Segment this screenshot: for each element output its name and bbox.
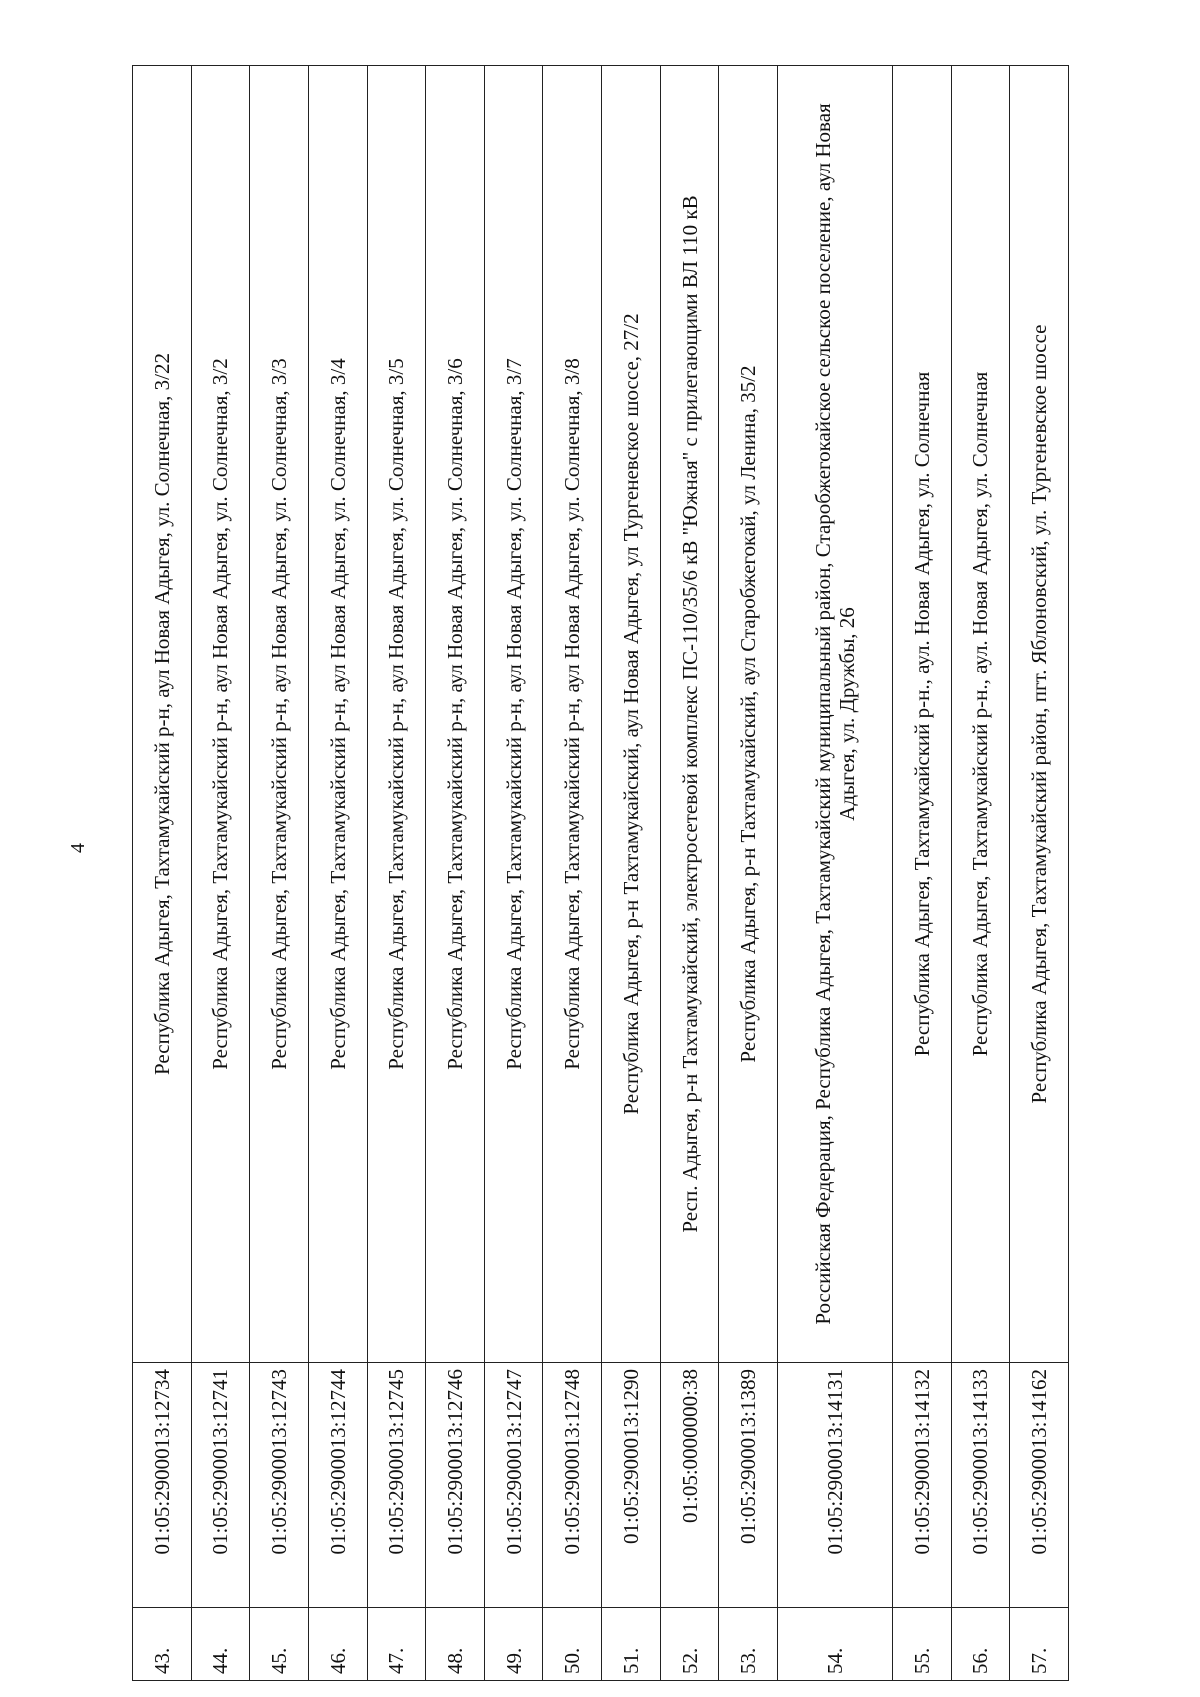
address: Российская Федерация, Республика Адыгея, Тахтамукайский муниципальный район, Старобжегокайское сельское поселение, аул Новая Адыгея, ул. Дружбы, 26 bbox=[778, 66, 893, 1363]
rotated-table-frame bbox=[132, 66, 1069, 1681]
address: Республика Адыгея, Тахтамукайский р-н, аул Новая Адыгея, ул. Солнечная, 3/6 bbox=[426, 66, 485, 1363]
table-row bbox=[719, 66, 778, 1681]
address: Республика Адыгея, Тахтамукайский р-н, аул Новая Адыгея, ул. Солнечная, 3/2 bbox=[191, 66, 250, 1363]
cadastral-number: 01:05:2900013:14132 bbox=[892, 1363, 951, 1608]
row-number: 49. bbox=[484, 1608, 543, 1681]
row-number: 50. bbox=[543, 1608, 602, 1681]
cadastral-number: 01:05:2900013:12745 bbox=[367, 1363, 426, 1608]
row-number: 56. bbox=[951, 1608, 1010, 1681]
cadastral-number: 01:05:2900013:12743 bbox=[250, 1363, 309, 1608]
cadastral-number: 01:05:2900013:1389 bbox=[719, 1363, 778, 1608]
cadastral-number: 01:05:2900013:14133 bbox=[951, 1363, 1010, 1608]
table-row bbox=[892, 66, 951, 1681]
row-number: 43. bbox=[133, 1608, 192, 1681]
row-number: 55. bbox=[892, 1608, 951, 1681]
address: Республика Адыгея, Тахтамукайский р-н., аул. Новая Адыгея, ул. Солнечная bbox=[951, 66, 1010, 1363]
cadastral-table bbox=[132, 65, 1069, 1681]
row-number: 47. bbox=[367, 1608, 426, 1681]
cadastral-number: 01:05:2900013:12748 bbox=[543, 1363, 602, 1608]
row-number: 48. bbox=[426, 1608, 485, 1681]
cadastral-number: 01:05:0000000:38 bbox=[660, 1363, 719, 1608]
table-row bbox=[426, 66, 485, 1681]
cadastral-number: 01:05:2900013:12734 bbox=[133, 1363, 192, 1608]
row-number: 46. bbox=[308, 1608, 367, 1681]
table-row bbox=[543, 66, 602, 1681]
address: Республика Адыгея, Тахтамукайский р-н., аул. Новая Адыгея, ул. Солнечная bbox=[892, 66, 951, 1363]
row-number: 53. bbox=[719, 1608, 778, 1681]
table-row bbox=[484, 66, 543, 1681]
page-number: 4 bbox=[67, 843, 89, 853]
table-row bbox=[1010, 66, 1069, 1681]
address: Республика Адыгея, Тахтамукайский р-н, аул Новая Адыгея, ул. Солнечная, 3/8 bbox=[543, 66, 602, 1363]
row-number: 45. bbox=[250, 1608, 309, 1681]
row-number: 44. bbox=[191, 1608, 250, 1681]
table-row bbox=[250, 66, 309, 1681]
table-row bbox=[778, 66, 893, 1681]
address: Республика Адыгея, Тахтамукайский р-н, аул Новая Адыгея, ул. Солнечная, 3/4 bbox=[308, 66, 367, 1363]
table-row bbox=[133, 66, 192, 1681]
cadastral-number: 01:05:2900013:12741 bbox=[191, 1363, 250, 1608]
table-row bbox=[951, 66, 1010, 1681]
address: Республика Адыгея, Тахтамукайский р-н, аул Новая Адыгея, ул. Солнечная, 3/7 bbox=[484, 66, 543, 1363]
table-row bbox=[660, 66, 719, 1681]
cadastral-number: 01:05:2900013:14162 bbox=[1010, 1363, 1069, 1608]
table-row bbox=[191, 66, 250, 1681]
cadastral-number: 01:05:2900013:12746 bbox=[426, 1363, 485, 1608]
cadastral-number: 01:05:2900013:12744 bbox=[308, 1363, 367, 1608]
address: Республика Адыгея, Тахтамукайский р-н, аул Новая Адыгея, ул. Солнечная, 3/22 bbox=[133, 66, 192, 1363]
table-row bbox=[602, 66, 661, 1681]
address: Республика Адыгея, р-н Тахтамукайский, аул Новая Адыгея, ул Тургеневское шоссе, 27/2 bbox=[602, 66, 661, 1363]
address: Республика Адыгея, Тахтамукайский район, пгт. Яблоновский, ул. Тургеневское шоссе bbox=[1010, 66, 1069, 1363]
cadastral-number: 01:05:2900013:14131 bbox=[778, 1363, 893, 1608]
cadastral-number: 01:05:2900013:12747 bbox=[484, 1363, 543, 1608]
table-row bbox=[308, 66, 367, 1681]
address: Республика Адыгея, Тахтамукайский р-н, аул Новая Адыгея, ул. Солнечная, 3/3 bbox=[250, 66, 309, 1363]
address: Республика Адыгея, Тахтамукайский р-н, аул Новая Адыгея, ул. Солнечная, 3/5 bbox=[367, 66, 426, 1363]
cadastral-number: 01:05:2900013:1290 bbox=[602, 1363, 661, 1608]
row-number: 52. bbox=[660, 1608, 719, 1681]
address: Респ. Адыгея, р-н Тахтамукайский, электросетевой комплекс ПС-110/35/6 кВ "Южная" с прилегающими ВЛ 110 кВ bbox=[660, 66, 719, 1363]
row-number: 54. bbox=[778, 1608, 893, 1681]
address: Республика Адыгея, р-н Тахтамукайский, аул Старобжегокай, ул Ленина, 35/2 bbox=[719, 66, 778, 1363]
row-number: 57. bbox=[1010, 1608, 1069, 1681]
table-row bbox=[367, 66, 426, 1681]
row-number: 51. bbox=[602, 1608, 661, 1681]
